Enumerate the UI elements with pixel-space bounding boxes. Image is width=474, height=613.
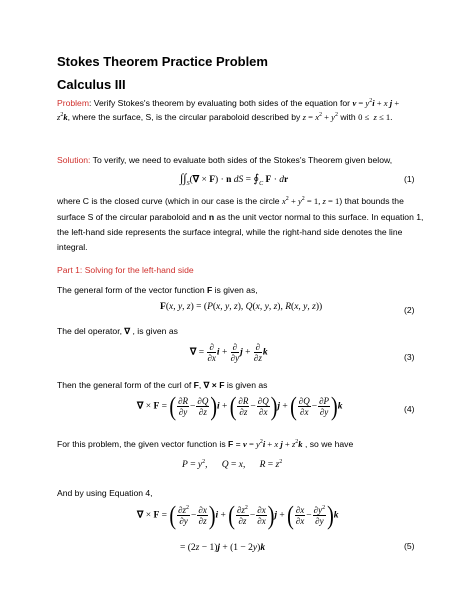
solution-line bbox=[57, 153, 392, 167]
equation-3-number: (3) bbox=[404, 352, 415, 362]
problem-vec-math: $v = y^2i + x$ $j + z^2k$ bbox=[243, 439, 303, 449]
equation-1-number: (1) bbox=[404, 174, 415, 184]
paraboloid-math: $z = x^2 + y^2$ bbox=[302, 112, 338, 122]
problem-vec-d: , so we have bbox=[302, 439, 354, 449]
problem-vec-a: For this problem, the given vector function is bbox=[57, 439, 228, 449]
part-1-heading: Part 1: Solving for the left-hand side bbox=[57, 265, 194, 275]
equation-4: ∇ × F = ( $\frac{\partial R}{\partial y}$ − $\frac{\partial Q}{\partial z}$ )i + ( $\frac{\partial R}{\partial z}$ − $\frac{\partial Q}{\partial x}$ )j + ( $\frac{\partial Q}{\partial x}$ − $\frac{\partial P}{\partial y}$ )k bbox=[137, 392, 343, 421]
problem-vec-F: F bbox=[228, 439, 234, 449]
curve-paragraph-line-2 bbox=[57, 210, 427, 224]
curl-text-e: is given as bbox=[224, 380, 268, 390]
problem-text: : Verify Stokes's theorem by evaluating both sides of the equation for bbox=[89, 98, 353, 108]
solution-label: Solution: bbox=[57, 155, 91, 165]
solution-text: To verify, we need to evaluate both sides of the Stokes's Theorem given below, bbox=[90, 155, 393, 165]
equation-5-number: (5) bbox=[404, 541, 415, 551]
problem-vec-eq: = bbox=[233, 439, 244, 449]
general-form-F: F bbox=[207, 285, 213, 295]
curl-symbol: ∇ × F bbox=[203, 380, 225, 390]
general-form-c: is given as, bbox=[212, 285, 258, 295]
problem-vector-math: $v = y^2i + x$ j + bbox=[352, 98, 400, 108]
problem-z-term: $z^2k$ bbox=[57, 112, 68, 122]
problem-with-text: with bbox=[338, 112, 359, 122]
del-text-a: The del operator, bbox=[57, 326, 125, 336]
curve-text-c: surface S of the circular paraboloid and bbox=[57, 212, 209, 222]
del-operator-text bbox=[57, 324, 178, 338]
equation-2-number: (2) bbox=[404, 305, 415, 315]
pqr-components: $P = y^2$, Q = x, $R = z^2$ bbox=[182, 458, 283, 470]
del-symbol: ∇ bbox=[124, 326, 131, 336]
normal-vector-symbol: n bbox=[208, 212, 215, 222]
curve-paragraph-line-4: integral. bbox=[57, 242, 88, 252]
curl-text bbox=[57, 378, 267, 392]
document-title: Stokes Theorem Practice Problem bbox=[57, 54, 268, 69]
equation-3: ∇ = $\frac{\partial}{\partial x}$ i + $\frac{\partial}{\partial y}$ j + $\frac{\partial}{\partial z}$ k bbox=[190, 342, 268, 363]
equation-4-number: (4) bbox=[404, 404, 415, 414]
curve-text-a: where C is the closed curve (which in our case is the circle bbox=[57, 196, 282, 206]
problem-vector-text bbox=[57, 437, 353, 451]
problem-line-2 bbox=[57, 110, 437, 124]
problem-label: Problem bbox=[57, 98, 89, 108]
equation-5-line-2: = (2z − 1)j + (1 − 2y)k bbox=[180, 543, 266, 553]
curl-F: F bbox=[193, 380, 199, 390]
curve-text-b: ) that bounds the bbox=[339, 196, 404, 206]
curve-paragraph-line-3: the left-hand side represents the surface integral, while the right-hand side denotes the line bbox=[57, 227, 403, 237]
equation-1: $\int\int_S(\nabla \times F) \cdot n$ dS = $∮_C$ F · dr bbox=[180, 171, 289, 187]
curl-comma: , bbox=[198, 380, 204, 390]
general-form-a: The general form of the vector function bbox=[57, 285, 207, 295]
curve-text-d: as the unit vector normal to this surface. In equation 1, bbox=[214, 212, 424, 222]
using-equation-4-text: And by using Equation 4, bbox=[57, 488, 153, 498]
problem-line-1 bbox=[57, 96, 427, 110]
range-math: 0 ≤ z ≤ 1. bbox=[358, 112, 393, 122]
equation-5-line-1: ∇ × F = ( $\frac{\partial z^2}{\partial y}$ − $\frac{\partial x}{\partial z}$ )i + ( $\frac{\partial z^2}{\partial z}$ − $\frac{\partial x}{\partial x}$ )j + ( $\frac{\partial x}{\partial x}$ − $\frac{\partial y^2}{\partial y}$ )k bbox=[137, 501, 339, 530]
del-text-c: , is given as bbox=[130, 326, 178, 336]
circle-math: $x^2 + y^2 = 1$, z = 1 bbox=[281, 196, 340, 206]
document-subtitle: Calculus III bbox=[57, 77, 126, 92]
equation-2: F(x, y, z) = (P(x, y, z), Q(x, y, z), R(x, y, z)) bbox=[160, 302, 323, 312]
curl-text-a: Then the general form of the curl of bbox=[57, 380, 194, 390]
general-form-text bbox=[57, 283, 258, 297]
curve-paragraph-line-1 bbox=[57, 194, 427, 208]
problem-surface-text: , where the surface, S, is the circular paraboloid described by bbox=[67, 112, 303, 122]
